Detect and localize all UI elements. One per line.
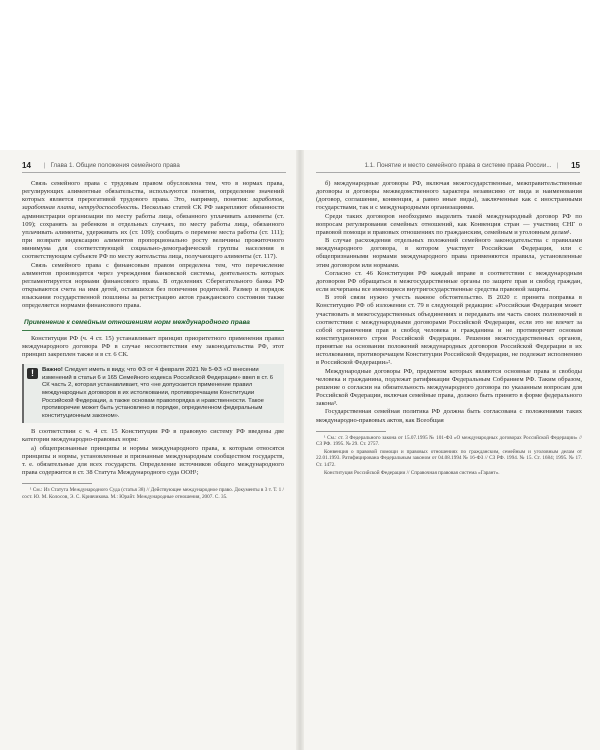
left-body-text xyxy=(22,180,284,501)
footnote: ¹ См.: ст. 3 Федерального закона от 15.07.1995 № 101-ФЗ «О международных договорах Российской Федерации» // СЗ РФ. 1995. № 29. Ст. 2757. xyxy=(316,434,582,448)
paragraph: Согласно ст. 46 Конституции РФ каждый вправе в соответствии с международным договором РФ обращаться в межгосударственные органы по защите прав и свобод граждан, если исчерпаны все имеющиеся внутригосударственные средства правовой защиты. xyxy=(316,269,582,294)
right-footnotes xyxy=(316,435,582,477)
paragraph: Связь семейного права с трудовым правом обусловлена тем, что в нормах права, регулирующих алиментные обязательства, используются понятия, определение значений которых является прерогативой трудового права. Это, например, понятия: заработок, заработная плата, нетрудоспособность. Несколько статей СК РФ закрепляют обязанности администрации организации по месту работы лица, обязанного уплачивать алименты (ст. 109); сохранять за ребенком в отдельных случаях, по месту работы лица, обязанного уплачивать алименты, удерживать их (ст. 109); сообщать о перемене места работы (ст. 111); при возврате индексацию алиментов пропорционально росту величины прожиточного минимума для соответствующей социально-демографической группы населения в соответствующем субъекте РФ по месту жительства лица, получающего алименты (ст. 117). xyxy=(22,180,285,261)
important-note-box xyxy=(22,364,284,423)
footnote-rule xyxy=(316,431,386,432)
right-body-text xyxy=(316,180,582,477)
footnote: ¹ См.: Из Статута Международного Суда (статья 38) // Действующее международное право. Документы в 3 т. Т. 1 / сост. Ю. М. Колосов, Э. С. Кривчикова. М.: Юрайт. Международные отношения, 2007. С. 35. xyxy=(22,487,284,500)
note-label: Важно! xyxy=(42,367,63,374)
left-page xyxy=(0,150,296,750)
paragraph: В случае расхождения отдельных положений семейного законодательства с правилами международного договора, в котором участвует Российская Федерация, или с общепризнанными нормами международного права применяются правила, установленные этим договором или нормами. xyxy=(316,237,582,269)
paragraph: В этой связи нужно учесть важное обстоятельство. В 2020 г. принята поправка в Конституцию РФ об изложении ст. 79 в следующей редакции: «Российская Федерация может участвовать в межгосударственных объединениях и передавать им часть своих полномочий в соответствии с международными договорами Российской Федерации, если это не влечет за собой ограничения прав и свобод человека и гражданина и не противоречит основам конституционного строя Российской Федерации. Решения межгосударственных органов, принятые на основании положений международных договоров Российской Федерации в их истолковании, противоречащем Конституции Российской Федерации, не подлежат исполнению в Российской Федерации»². xyxy=(316,294,582,367)
right-page-number: 15 xyxy=(571,160,580,170)
paragraph: Международные договоры РФ, предметом которых являются основные права и свободы человека и гражданина, подлежат ратификации Федеральным Собранием РФ. Таким образом, решение о согласии на обязательность международного договора по указанным вопросам для Российской Федерации, включая семейные права, должно быть принято в форме федерального закона³. xyxy=(316,367,582,408)
running-head-separator: | xyxy=(43,161,46,169)
paragraph: Связь семейного права с финансовым правом определена тем, что перечисление алиментов производится через учреждения банковской системы, деятельность которых регламентируется нормами финансового права. В отделениях Сберегательного банка РФ открываются счета на имя детей, оставшихся без попечения родителей. Размер и порядок взыскания государственной пошлины за регистрацию актов гражданского состояния также определяется нормами финансового права. xyxy=(22,261,284,310)
book-spread xyxy=(0,150,600,750)
book-gutter xyxy=(296,150,304,750)
running-head-separator: | xyxy=(556,161,559,169)
left-footnotes xyxy=(22,487,284,500)
paragraph: Государственная семейная политика РФ должна быть согласована с положениями таких международно-правовых актов, как Всеобщая xyxy=(316,408,582,424)
right-running-head xyxy=(316,158,580,173)
section-heading: Применение к семейным отношениям норм международного права xyxy=(22,316,284,331)
paragraph: б) международные договоры РФ, включая межгосударственные, межправительственные договоры и договоры межведомственного характера независимо от вида и наименования (договор, соглашение, конвенция, а равно иные виды), заключенные как с иностранными государствами, так и с международными организациями. xyxy=(316,180,582,212)
footnote-rule xyxy=(22,483,92,484)
paragraph: Среди таких договоров необходимо выделить такой международный договор РФ по вопросам регулирования семейных отношений, как Конвенция стран — участниц СНГ о правовой помощи и правовых отношениях по гражданским, семейным и уголовным делам¹. xyxy=(316,212,582,236)
paragraph: Конституция РФ (ч. 4 ст. 15) устанавливает принцип приоритетного применения правил международного договора РФ в случае несоответствия ему законодательства РФ, этот принцип закреплен также и в ст. 6 СК. xyxy=(22,334,284,358)
exclamation-icon: ! xyxy=(27,368,38,379)
italic-terms: заработок, заработная плата, нетрудоспособность xyxy=(22,196,284,212)
left-running-head-title: Глава 1. Общие положения семейного права xyxy=(50,161,180,169)
note-text: Следует иметь в виду, что ФЗ от 4 февраля 2021 № 5-ФЗ «О внесении изменений в статьи 6 и 165 Семейного кодекса Российской Федерации» ввел в ст. 6 СК часть 2, которая устанавливает, что «не допускается применение правил международных договоров в их истолковании, противоречащем Конституции Российской Федерации, а также основам правопорядка и нравственности. Такое противоречие может быть установлено в порядке, определенном федеральным конституционным законом». xyxy=(42,367,274,419)
right-running-head-title: 1.1. Понятие и место семейного права в системе права России... xyxy=(364,161,552,169)
paragraph: В соответствии с ч. 4 ст. 15 Конституции РФ в правовую систему РФ введены две категории международно-правовых норм: xyxy=(22,428,284,444)
footnote: Конвенция о правовой помощи и правовых отношениях по гражданским, семейным и уголовным делам от 22.01.1993. Ратифицирована Федеральным законом от 04.08.1994 № 16-ФЗ // СЗ РФ. 1994. № 15. Ст. 1684; 1995. № 17. Ст. 1472. xyxy=(316,448,582,469)
left-running-head xyxy=(22,158,286,173)
footnote: Конституция Российской Федерации // Справочная правовая система «Гарант». xyxy=(324,469,500,476)
left-page-number: 14 xyxy=(22,160,31,170)
right-page xyxy=(304,150,600,750)
paragraph: а) общепризнанные принципы и нормы международного права, к которым относятся принципы и нормы, установленные и признанные международным сообществом государств, т. е. обязательные для всех государств. Определение источников общего международного права содержится в ст. 38 Статута Международного суда ООН¹; xyxy=(22,444,284,477)
